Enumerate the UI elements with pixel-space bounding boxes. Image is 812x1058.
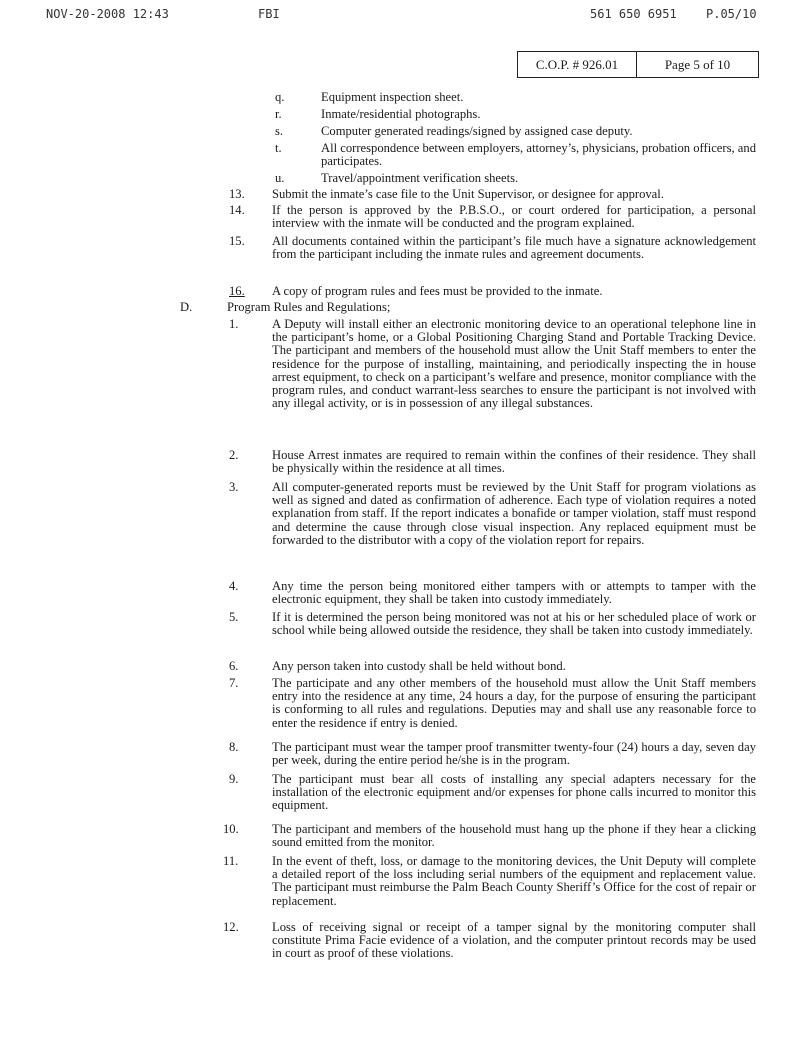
rule-marker: 2. [229,448,239,462]
rule-marker: 6. [229,659,239,673]
step-text: A copy of program rules and fees must be provided to the inmate. [272,284,603,298]
step-marker: 13. [229,187,245,201]
page-label: Page 5 of 10 [664,56,731,72]
rule-text: Any person taken into custody shall be held without bond. [272,659,566,673]
step-text: If the person is approved by the P.B.S.O., or court ordered for participation, a personal interview with the inmate will be conducted and the program explained. [272,203,756,231]
fax-sender: FBI [258,7,280,21]
fax-page: P.05/10 [706,7,757,21]
rule-marker: 5. [229,610,239,624]
rule-marker: 11. [223,854,239,868]
rule-marker: 8. [229,740,239,754]
list-text: Equipment inspection sheet. [321,90,464,104]
cop-number: C.O.P. # 926.01 [518,52,637,77]
list-text: Computer generated readings/signed by assigned case deputy. [321,124,633,138]
rule-marker: 12. [223,920,239,934]
section-title: Program Rules and Regulations; [227,300,391,314]
fax-datetime: NOV-20-2008 12:43 [46,7,169,21]
fax-phone: 561 650 6951 [590,7,677,21]
list-text: All correspondence between employers, attorney’s, physicians, probation officers, and participates. [321,141,756,169]
rule-text: House Arrest inmates are required to remain within the confines of their residence. They shall be physically within the residence at all times. [272,448,756,476]
rule-marker: 4. [229,579,239,593]
list-text: Inmate/residential photographs. [321,107,481,121]
rule-marker: 10. [223,822,239,836]
list-marker: u. [275,171,285,185]
list-marker: r. [275,107,282,121]
rule-marker: 7. [229,676,239,690]
rule-text: The participant must wear the tamper proof transmitter twenty-four (24) hours a day, seven day per week, during the entire period he/she is in the program. [272,740,756,768]
rule-marker: 9. [229,772,239,786]
rule-text: The participant must bear all costs of installing any special adapters necessary for the installation of the electronic equipment and/or expenses for phone calls incurred to monitor this equipment. [272,772,756,813]
rule-text: A Deputy will install either an electronic monitoring device to an operational telephone line in the participant’s home, or a Global Positioning Charging Stand and Portable Tracking Device. The participant and members of the household must allow the Unit Staff members to enter the residence for the purpose of installing, maintaining, and periodically inspecting the in house arrest equipment, to check on a participant’s welfare and presence, monitor compliance with the program rules, and conduct warrant-less searches to ensure the participant is not involved with any illegal activity, or is in possession of any illegal substances. [272,317,756,411]
rule-marker: 1. [229,317,239,331]
step-marker: 15. [229,234,245,248]
step-marker: 16. [229,284,245,298]
rule-text: Loss of receiving signal or receipt of a tamper signal by the monitoring computer shall constitute Prima Facie evidence of a violation, and the computer printout records may be used in court as proof of these violations. [272,920,756,961]
rule-marker: 3. [229,480,239,494]
list-text: Travel/appointment verification sheets. [321,171,519,185]
rule-text: The participant and members of the household must hang up the phone if they hear a clicking sound emitted from the monitor. [272,822,756,850]
list-marker: q. [275,90,285,104]
rule-text: Any time the person being monitored either tampers with or attempts to tamper with the electronic equipment, they shall be taken into custody immediately. [272,579,756,607]
rule-text: If it is determined the person being monitored was not at his or her scheduled place of work or school while being allowed outside the residence, they shall be taken into custody immediately. [272,610,756,638]
step-text: All documents contained within the participant’s file much have a signature acknowledgement from the participant including the inmate rules and agreement documents. [272,234,756,262]
rule-text: In the event of theft, loss, or damage to the monitoring devices, the Unit Deputy will complete a detailed report of the loss including serial numbers of the equipment and replacement value. The participant must reimburse the Palm Beach County Sheriff’s Office for the cost of repair or replacement. [272,854,756,908]
rule-text: The participate and any other members of the household must allow the Unit Staff members entry into the residence at any time, 24 hours a day, for the purpose of ensuring the participant is conforming to all rules and regulations. Deputies may and shall use any reasonable force to enter the residence if entry is denied. [272,676,756,730]
rule-text: All computer-generated reports must be reviewed by the Unit Staff for program violations as well as signed and dated as confirmation of adherence. Each type of violation requires a noted explanation from staff. If the report indicates a bonafide or tamper violation, staff must respond and determine the cause through close visual inspection. Any replaced equipment must be forwarded to the distributor with a copy of the violation report for repairs. [272,480,756,547]
step-text: Submit the inmate’s case file to the Unit Supervisor, or designee for approval. [272,187,664,201]
list-marker: t. [275,141,282,155]
section-marker: D. [180,300,193,314]
list-marker: s. [275,124,284,138]
step-marker: 14. [229,203,245,217]
